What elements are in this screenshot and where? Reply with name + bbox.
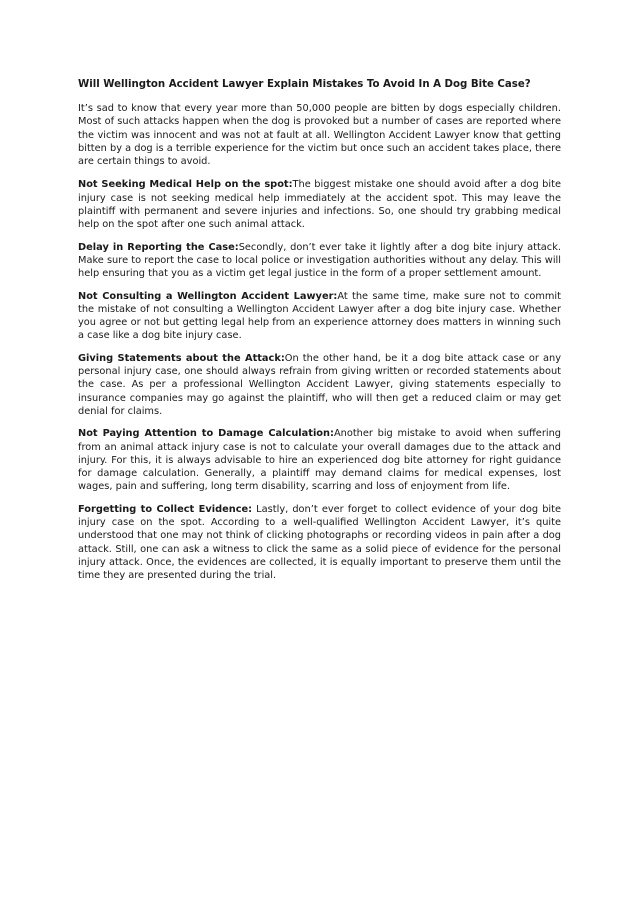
section-heading: Not Consulting a Wellington Accident Lawyer: bbox=[78, 290, 338, 302]
section-delay-reporting bbox=[78, 241, 561, 281]
section-body: Lastly, don’t ever forget to collect evidence of your dog bite injury case on the spot. According to a well-qualified Wellington Accident Lawyer, it’s quite understood that one may not think of clicking photographs or recording videos in pain after a dog attack. Still, one can ask a witness to click the same as a solid piece of evidence for the personal injury attack. Once, the evidences are collected, it is equally important to preserve them until the time they are presented during the trial. bbox=[78, 503, 561, 582]
intro-paragraph: It’s sad to know that every year more than 50,000 people are bitten by dogs especially children. Most of such attacks happen when the dog is provoked but a number of cases are reported where the victim was innocent and was not at fault at all. Wellington Accident Lawyer know that getting bitten by a dog is a terrible experience for the victim but once such an accident takes place, there are certain things to avoid. bbox=[78, 103, 561, 168]
section-medical-help bbox=[78, 178, 561, 231]
document-page bbox=[78, 78, 561, 592]
section-heading: Not Seeking Medical Help on the spot: bbox=[78, 179, 293, 191]
section-giving-statements bbox=[78, 352, 561, 418]
section-damage-calculation bbox=[78, 427, 561, 493]
section-body: On the other hand, be it a dog bite attack case or any personal injury case, one should always refrain from giving written or recorded statements about the case. As per a professional Wellington Accident Lawyer, giving statements especially to insurance companies may go against the plaintiff, who will then get a reduced claim or may get denial for claims. bbox=[78, 352, 561, 417]
section-heading: Not Paying Attention to Damage Calculation: bbox=[78, 428, 334, 440]
document-title: Will Wellington Accident Lawyer Explain Mistakes To Avoid In A Dog Bite Case? bbox=[78, 79, 531, 90]
section-heading: Forgetting to Collect Evidence: bbox=[78, 503, 253, 515]
section-body: At the same time, make sure not to commit the mistake of not consulting a Wellington Accident Lawyer after a dog bite injury case. Whether you agree or not but getting legal help from an experience attorney does matters in winning such a case like a dog bite injury case. bbox=[78, 290, 561, 342]
section-heading: Delay in Reporting the Case: bbox=[78, 241, 239, 253]
section-collect-evidence bbox=[78, 503, 561, 583]
section-body: Secondly, don’t ever take it lightly after a dog bite injury attack. Make sure to report the case to local police or investigation authorities without any delay. This will help ensuring that you as a victim get legal justice in the form of a proper settlement amount. bbox=[78, 241, 561, 280]
section-body: Another big mistake to avoid when suffering from an animal attack injury case is not to calculate your overall damages due to the attack and injury. For this, it is always advisable to hire an experienced dog bite attorney for right guidance for damage calculation. Generally, a plaintiff may demand claims for medical expenses, lost wages, pain and suffering, long term disability, scarring and loss of enjoyment from life. bbox=[78, 428, 561, 493]
section-consulting-lawyer bbox=[78, 290, 561, 343]
section-heading: Giving Statements about the Attack: bbox=[78, 352, 285, 364]
section-body: The biggest mistake one should avoid after a dog bite injury case is not seeking medical help immediately at the accident spot. This may leave the plaintiff with permanent and severe injuries and infections. So, one should try grabbing medical help on the spot after one such animal attack. bbox=[78, 179, 561, 231]
